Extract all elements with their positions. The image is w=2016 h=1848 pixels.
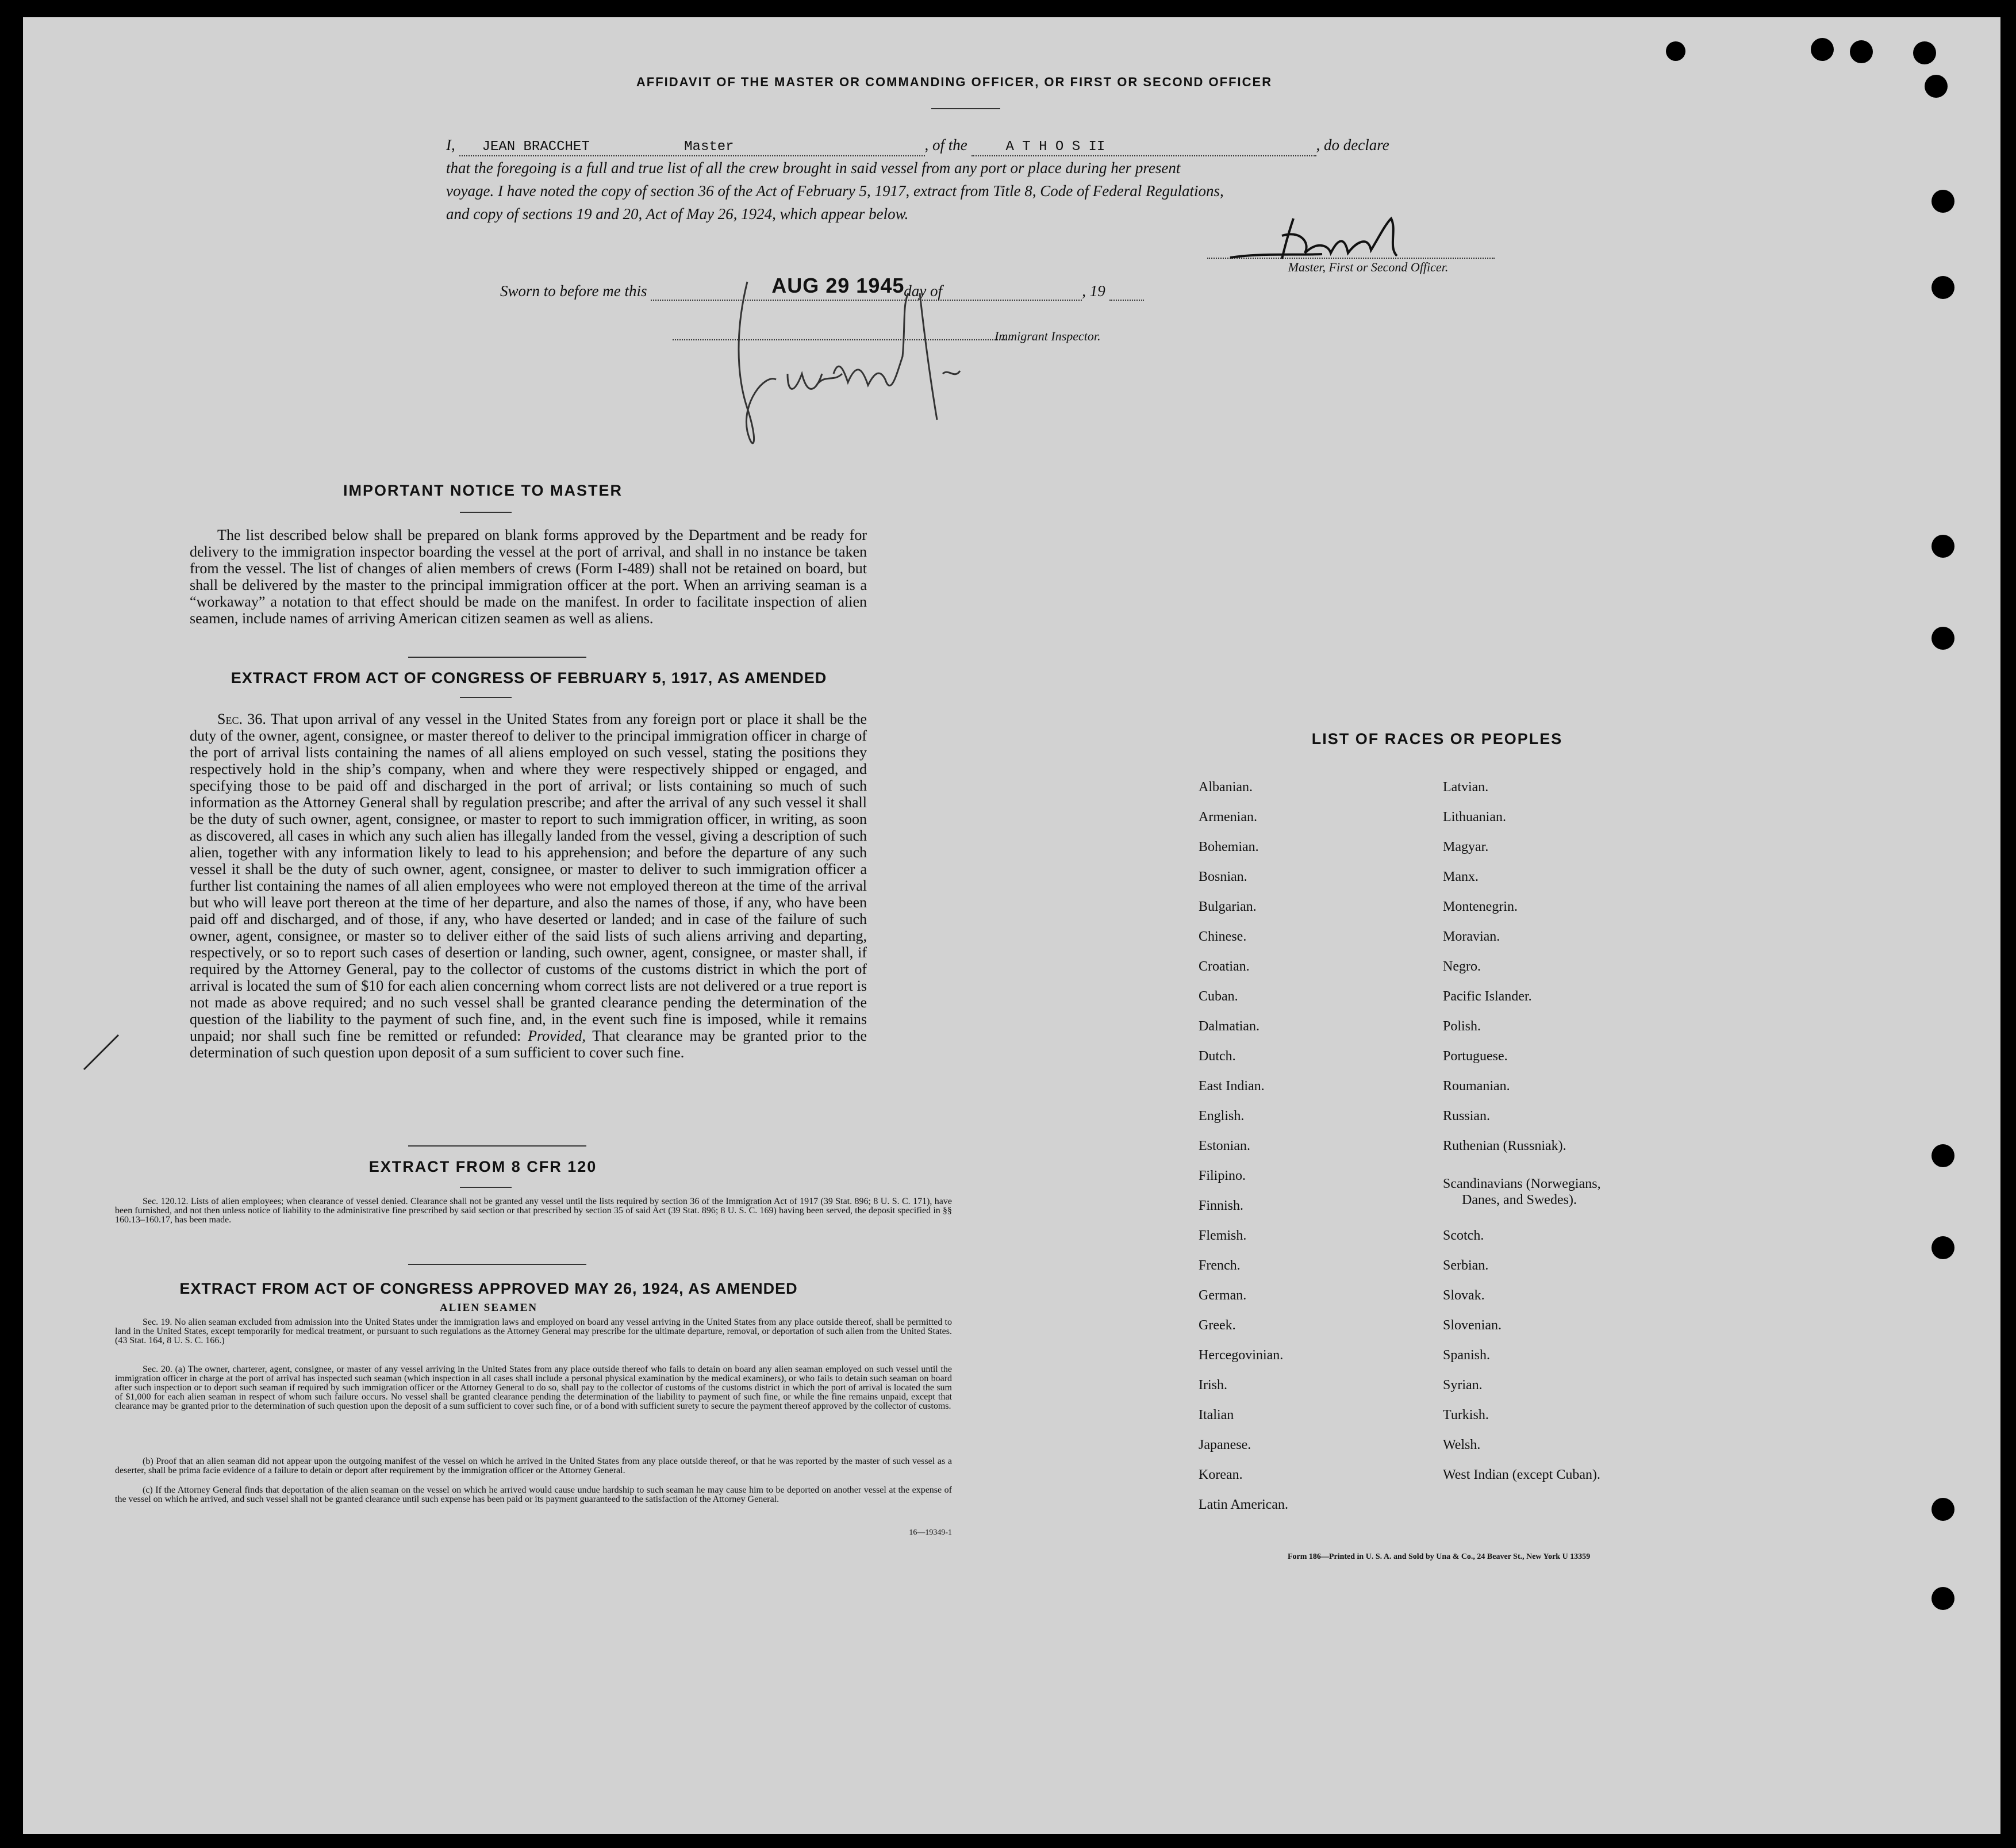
race-item: Polish. [1443,1019,1481,1034]
race-item: Estonian. [1199,1138,1250,1153]
sec-36-text: That upon arrival of any vessel in the United States from any foreign port or place it shall be the duty of the owner, agent, consignee, or master thereof to deliver to the principal immigration officer in charge of the port of arrival lists containing the names of all aliens employed on such vessel, stating the positions they respectively hold in the ship’s company, when and where they were respectively shipped or engaged, and specifying those to be paid off and discharged in the port of arrival; or lists containing so much of such information as the Attorney General shall by regulation prescribe; and after the arrival of any such vessel it shall be the duty of such owner, agent, consignee, or master to report to such immigration officer, in writing, as soon as discovered, all cases in which any such alien has illegally landed from the vessel, giving a description of such alien, together with any information likely to lead to his apprehension; and before the departure of any such vessel it shall be the duty of such owner, agent, consignee, or master to deliver to such immigration officer a further list containing the names of all alien employees who were not employed thereon at the time of the arrival but who will leave port thereon at the time of her departure, and also the names of those, if any, who have been paid off and discharged, and of those, if any, who have deserted or landed; and in case of the failure of such owner, agent, consignee, or master so to deliver either of the said lists of such aliens arriving and departing, respectively, or so to report such cases of desertion or landing, such owner, agent, consignee, or master shall, if required by the Attorney General, pay to the collector of customs of the customs district in which the port of arrival is located the sum of $10 for each alien concerning whom correct lists are not delivered or a true report is not made as above required; and no such vessel shall be granted clearance pending the determination of the question of the liability to the payment of such fine, and, in the event such fine is imposed, while it remains unpaid; nor shall such fine be remitted or refunded: [190,711,867,1044]
punch-hole [1931,190,1954,213]
race-item: Turkish. [1443,1408,1489,1423]
affidavit-pronoun: I, [446,136,455,154]
sec-36-text-end: That clearance may be granted prior to the determination of such question upon deposit of a sum sufficient to cover such fine. [190,1027,867,1061]
sec-19-text: Sec. 19. No alien seaman excluded from admission into the United States under the immigration laws and employed on board any vessel arriving in the United States from any place outside thereof, shall be permitted to land in the United States, except temporarily for medical treatment, or pursuant to such regulations as the Attorney General may prescribe for the ultimate departure, removal, or deportation of such alien from the United States. (43 Stat. 164, 8 U. S. C. 166.) [115,1317,952,1345]
document-page [23,17,2000,1834]
race-item: Croatian. [1199,959,1250,974]
race-item: Bulgarian. [1199,899,1257,914]
affidavit-line-2: that the foregoing is a full and true list of all the crew brought in said vessel from any port or place during her present [446,159,1181,177]
punch-hole [1931,276,1954,299]
affidavit-line-3: voyage. I have noted the copy of section 36 of the Act of February 5, 1917, extract from Title 8, Code of Federal Regulations, [446,182,1224,200]
race-item: Greek. [1199,1318,1236,1333]
cfr-body: Sec. 120.12. Lists of alien employees; when clearance of vessel denied. Clearance shall not be granted any vessel until the lists required by section 36 of the Immigration Act of 1917 (39 Stat. 896; 8 U. S. C. 171), have been furnished, and not then unless notice of liability to the administrative fine prescribed by said section or that prescribed by section 35 of said Act (39 Stat. 896; 8 U. S. C. 169) having been served, the deposit specified in §§ 160.13–160.17, has been made. [115,1197,952,1225]
punch-hole [1931,627,1954,650]
race-item: Armenian. [1199,810,1257,825]
sec-20b-text: (b) Proof that an alien seaman did not appear upon the outgoing manifest of the vessel on which he arrived in the United States from any place outside thereof, or that he was reported by the master of such vessel as a deserter, shall be prima facie evidence of a failure to detain or deport after requirement by the immigration officer or the Attorney General. [115,1456,952,1475]
race-item: Welsh. [1443,1437,1481,1452]
divider [460,1187,512,1188]
vessel-field [971,139,1316,156]
cfr-title: EXTRACT FROM 8 CFR 120 [368,1158,597,1175]
race-item: West Indian (except Cuban). [1443,1467,1600,1482]
sec-20a-text: Sec. 20. (a) The owner, charterer, agent, consignee, or master of any vessel arriving in the United States from any place outside thereof who fails to detain on board any alien seaman employed on such vessel until the immigration officer in charge at the port of arrival has inspected such seaman (which inspection in all cases shall include a personal physical examination by the medical examiners), or who fails to detain such seaman on board after such inspection or to deport such seaman if required by such immigration officer or the Attorney General to do so, shall pay to the collector of customs of the customs district in which the port of arrival is located the sum of $1,000 for each alien seaman in respect of whom such failure occurs. No vessel shall be granted clearance pending the determination of the liability to payment of such fine, or while the fine remains unpaid, except that clearance may be granted prior to the determination of such question upon the deposit of a sum sufficient to cover such fine, or of a bond with sufficient surety to secure the payment thereof approved by the collector of customs. [115,1364,952,1411]
master-caption: Master, First or Second Officer. [1288,260,1449,274]
inspector-caption: Immigrant Inspector. [994,329,1101,343]
punch-hole [1666,41,1685,61]
race-item: Flemish. [1199,1228,1247,1243]
race-item: Lithuanian. [1443,810,1506,825]
punch-hole [1931,1498,1954,1521]
form-code: 16—19349-1 [909,1528,952,1537]
divider [408,1145,586,1147]
race-item: Filipino. [1199,1168,1246,1183]
race-item: Scandinavians (Norwegians, [1443,1176,1601,1191]
do-declare-label: , do declare [1316,136,1389,154]
punch-hole [1931,1144,1954,1167]
master-name-field [459,139,925,156]
race-item: Latin American. [1199,1497,1288,1512]
race-item: Magyar. [1443,839,1489,854]
extract-1924-title: EXTRACT FROM ACT OF CONGRESS APPROVED MAY 26, 1924, AS AMENDED [179,1280,798,1297]
race-item: Italian [1199,1408,1234,1423]
sec-20c-text: (c) If the Attorney General finds that deportation of the alien seaman on the vessel on which he arrived would cause undue hardship to such seaman he may cause him to be deported on another vessel at the expense of the vessel on which he arrived, and such vessel shall not be granted clearance until such expense has been paid or its payment guaranteed to the satisfaction of the Attorney General. [115,1485,952,1504]
master-signature [1224,213,1466,264]
race-item: Danes, and Swedes). [1462,1193,1577,1207]
alien-seamen-subtitle: ALIEN SEAMEN [439,1302,538,1314]
divider [408,657,586,658]
race-item: East Indian. [1199,1079,1265,1094]
day-of-label: day of [904,282,942,300]
punch-hole [1925,75,1948,98]
of-the-label: , of the [924,136,967,154]
divider [408,1264,586,1265]
year-field [1109,283,1144,301]
race-item: Dalmatian. [1199,1019,1259,1034]
inspector-signature [701,259,1023,477]
race-item: French. [1199,1258,1241,1273]
race-item: Ruthenian (Russniak). [1443,1138,1566,1153]
race-item: Korean. [1199,1467,1243,1482]
race-item: Russian. [1443,1109,1491,1124]
race-item: Portuguese. [1443,1049,1508,1064]
race-item: Spanish. [1443,1348,1491,1363]
printer-footer: Form 186—Printed in U. S. A. and Sold by Una & Co., 24 Beaver St., New York U 13359 [1288,1552,1591,1561]
race-item: Latvian. [1443,780,1489,795]
race-item: Hercegovinian. [1199,1348,1284,1363]
extract-1917-title: EXTRACT FROM ACT OF CONGRESS OF FEBRUARY 5, 1917, AS AMENDED [231,669,827,687]
race-item: Cuban. [1199,989,1238,1004]
notice-body: The list described below shall be prepared on blank forms approved by the Department and be ready for delivery to the immigration inspector boarding the vessel at the port of arrival, and shall in no instance be taken from the vessel. The list of changes of alien members of crews (Form I-489) shall not be retained on board, but shall be delivered by the master to the principal immigration officer at the port. When an arriving seaman is a “workaway” a notation to that effect should be made on the manifest. In order to facilitate inspection of alien seamen, include names of arriving American citizen seamen as well as aliens. [190,527,867,627]
punch-hole [1931,1587,1954,1610]
divider [931,108,1000,109]
race-item: Montenegrin. [1443,899,1518,914]
race-item: Albanian. [1199,780,1253,795]
divider [460,512,512,513]
received-date-stamp: AUG 29 1945 [771,274,905,297]
race-item: Finnish. [1199,1198,1244,1213]
race-item: Pacific Islander. [1443,989,1532,1004]
punch-hole [1931,1236,1954,1259]
vessel-name: A T H O S II [1005,139,1105,155]
race-item: Negro. [1443,959,1481,974]
race-item: Japanese. [1199,1437,1251,1452]
notice-title: IMPORTANT NOTICE TO MASTER [343,482,623,499]
race-item: Bosnian. [1199,869,1247,884]
race-item: Roumanian. [1443,1079,1510,1094]
stray-pen-mark [78,1029,124,1075]
master-name: JEAN BRACCHET [482,139,590,155]
punch-hole [1913,41,1936,64]
punch-hole [1850,40,1873,63]
punch-hole [1931,535,1954,558]
race-item: German. [1199,1288,1247,1303]
race-item: Serbian. [1443,1258,1489,1273]
affidavit-line-1 [446,137,1556,156]
master-rank: Master [684,139,734,155]
affidavit-line-4: and copy of sections 19 and 20, Act of May 26, 1924, which appear below. [446,205,909,223]
race-item: English. [1199,1109,1245,1124]
race-item: Irish. [1199,1378,1227,1393]
race-item: Dutch. [1199,1049,1236,1064]
affidavit-title: AFFIDAVIT OF THE MASTER OR COMMANDING OFFICER, OR FIRST OR SECOND OFFICER [636,75,1273,89]
punch-hole [1811,38,1834,61]
race-item: Slovak. [1443,1288,1485,1303]
race-item: Scotch. [1443,1228,1484,1243]
sec-36-label: Sec. 36. [217,711,266,727]
race-item: Chinese. [1199,929,1247,944]
race-item: Moravian. [1443,929,1500,944]
race-item: Syrian. [1443,1378,1483,1393]
extract-1917-body [190,711,867,1061]
race-item: Slovenian. [1443,1318,1502,1333]
sworn-label: Sworn to before me this [500,282,647,300]
provided-label: Provided, [528,1027,586,1044]
year-label: , 19 [1082,282,1105,300]
races-title: LIST OF RACES OR PEOPLES [1311,730,1563,747]
divider [460,697,512,698]
race-item: Manx. [1443,869,1479,884]
race-item: Bohemian. [1199,839,1259,854]
